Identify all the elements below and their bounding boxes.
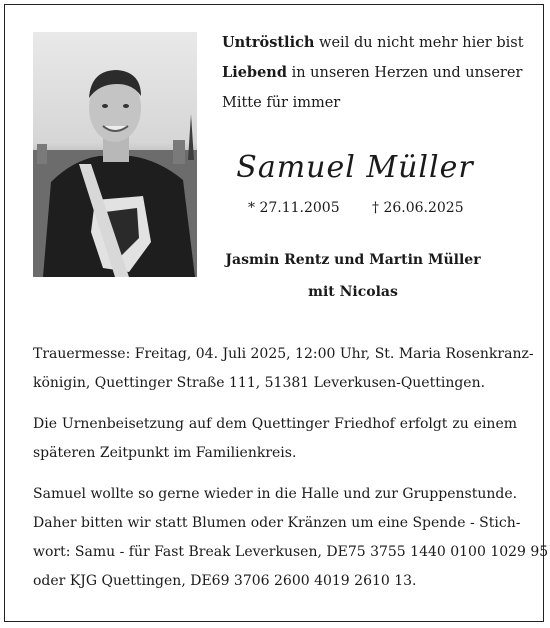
poem-line-1: Untröstlich weil du nicht mehr hier bist [222, 34, 524, 51]
poem-line-3: Mitte für immer [222, 95, 341, 111]
mourners-line-1: Jasmin Rentz und Martin Müller [225, 252, 481, 268]
deceased-name: Samuel Müller [236, 150, 474, 185]
text-line: oder KJG Quettingen, DE69 3706 2600 4019 2610 13. [33, 573, 417, 589]
text-line: Samuel wollte so gerne wieder in die Halle und zur Gruppenstunde. [33, 486, 518, 502]
text-line: späteren Zeitpunkt im Familienkreis. [33, 445, 297, 461]
death-date: † 26.06.2025 [372, 200, 464, 216]
text-line: Daher bitten wir statt Blumen oder Kränzen um eine Spende - Stich- [33, 515, 521, 531]
funeral-mass-paragraph [33, 340, 534, 398]
burial-paragraph [33, 410, 517, 468]
text-line: Trauermesse: Freitag, 04. Juli 2025, 12:00 Uhr, St. Maria Rosenkranz- [33, 346, 534, 362]
text-line: königin, Quettinger Straße 111, 51381 Leverkusen-Quettingen. [33, 375, 486, 391]
text-line: wort: Samu - für Fast Break Leverkusen, DE75 3755 1440 0100 1029 95 [33, 544, 549, 560]
text-line: Die Urnenbeisetzung auf dem Quettinger Friedhof erfolgt zu einem [33, 416, 517, 432]
poem-verse [222, 28, 522, 118]
donation-paragraph [33, 480, 549, 596]
mourners-line-2: mit Nicolas [308, 284, 398, 300]
portrait-photo [33, 32, 197, 277]
birth-date: * 27.11.2005 [248, 200, 340, 216]
poem-line-2: Liebend in unseren Herzen und unserer [222, 64, 523, 81]
mourners [200, 248, 506, 312]
obituary-body [33, 340, 549, 608]
